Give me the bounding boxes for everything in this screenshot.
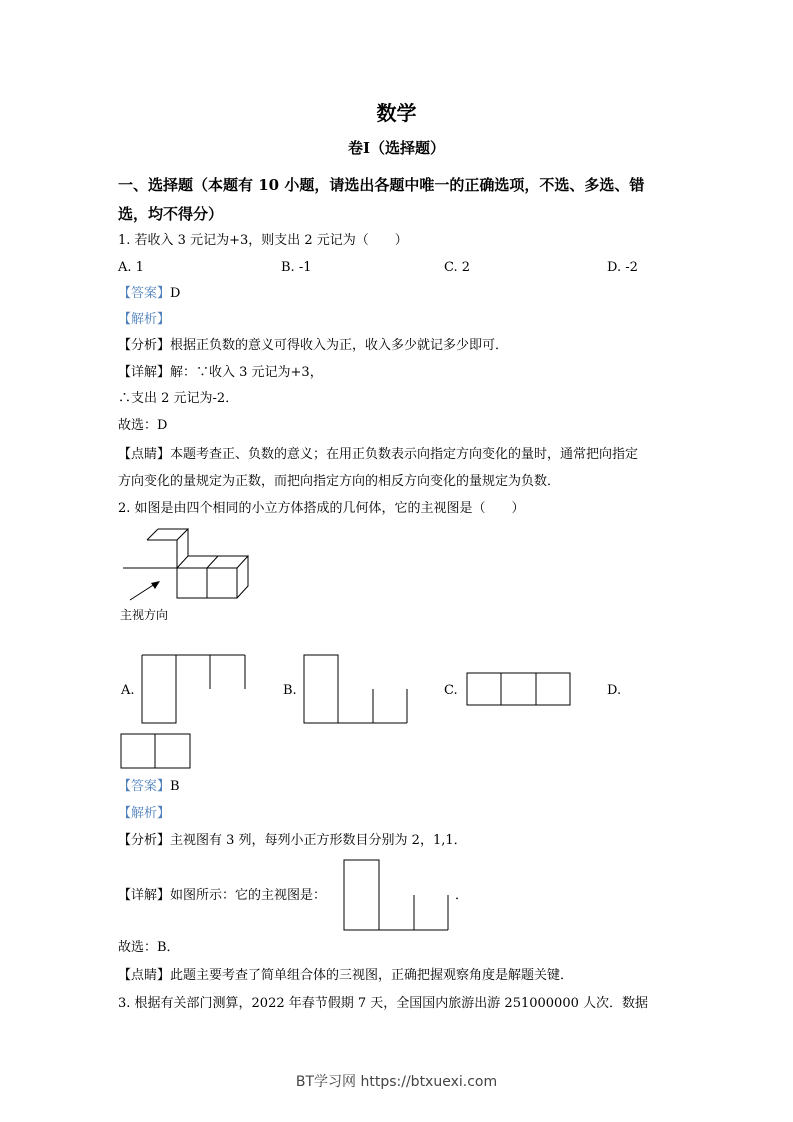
section-heading-line2: 选，均不得分） [118,205,224,223]
q1-option-c: C. 2 [444,260,471,275]
q1-note-line2: 方向变化的量规定为正数，而把向指定方向的相反方向变化的量规定为负数． [118,474,561,489]
footer-watermark: BT学习网 https://btxuexi.com [295,1074,498,1090]
q2-note: 【点睛】此题主要考查了简单组合体的三视图，正确把握观察角度是解题关键． [118,968,574,983]
q2-option-b: B. [283,683,297,698]
q1-analysis-tag: 【解析】 [118,312,171,327]
q2-answer-value: B [170,779,180,794]
section-heading-line1: 一、选择题（本题有 10 小题，请选出各题中唯一的正确选项，不选、多选、错 [118,176,645,194]
q1-option-b: B. -1 [281,260,312,275]
q2-analysis-tag: 【解析】 [118,806,171,821]
q1-note-line1: 【点睛】本题考查正、负数的意义；在用正负数表示向指定方向变化的量时，通常把向指定 [118,447,639,462]
q1-option-d: D. -2 [607,260,638,275]
q1-answer-value: D [170,286,181,301]
q2-answer [118,778,180,796]
q1-detail2: ∴支出 2 元记为-2． [118,391,239,406]
q2-option-c: C. [444,683,458,698]
paper-subtitle: 卷Ⅰ（选择题） [347,139,446,157]
answer-tag: 【答案】 [118,286,171,301]
q2-detail: 【详解】如图所示：它的主视图是： [118,888,327,903]
q1-detail: 【详解】解：∵收入 3 元记为+3， [118,365,323,380]
document-title: 数学 [376,101,417,125]
answer-tag: 【答案】 [118,779,171,794]
view-direction-label: 主视方向 [120,608,169,622]
q3-stem: 3. 根据有关部门测算，2022 年春节假期 7 天，全国国内旅游出游 251000000 人次．数据 [118,996,648,1011]
q2-option-d: D. [607,683,622,698]
q2-choice: 故选：B． [118,940,180,955]
q2-option-a: A. [121,683,135,698]
q1-option-a: A. 1 [118,260,144,275]
q1-stem: 1. 若收入 3 元记为+3，则支出 2 元记为（ ） [118,233,408,248]
q2-stem: 2. 如图是由四个相同的小立方体搭成的几何体，它的主视图是（ ） [118,501,525,516]
q2-fenxi: 【分析】主视图有 3 列，每列小正方形数目分别为 2，1,1． [118,833,467,848]
q2-detail-end: ． [455,888,469,903]
q1-choice: 故选：D [118,418,168,433]
q1-fenxi: 【分析】根据正负数的意义可得收入为正，收入多少就记多少即可． [118,338,509,353]
